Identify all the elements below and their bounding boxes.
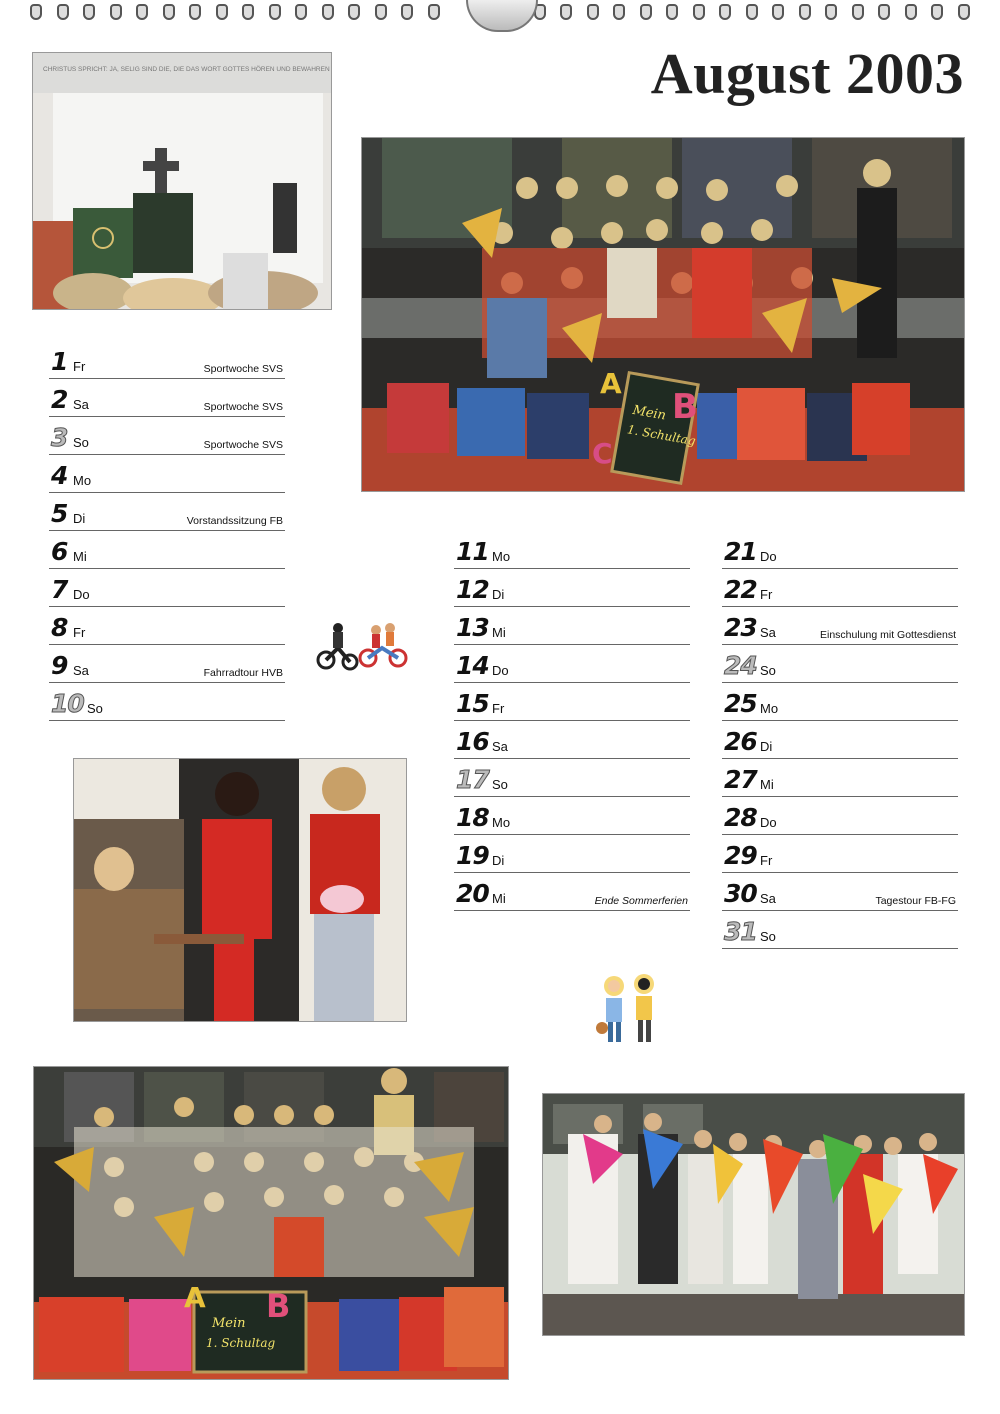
binding-ring xyxy=(905,4,917,20)
day-row xyxy=(454,721,690,759)
day-number: 18 xyxy=(456,803,489,832)
month-title: August 2003 xyxy=(650,41,964,106)
day-number: 29 xyxy=(724,841,757,870)
day-number: 16 xyxy=(456,727,489,756)
photo-church-service xyxy=(32,52,332,310)
day-number: 8 xyxy=(51,613,68,642)
day-row xyxy=(454,759,690,797)
calendar-column-1 xyxy=(49,341,285,721)
day-event: Tagestour FB-FG xyxy=(875,895,956,907)
day-number: 26 xyxy=(724,727,757,756)
binding-ring xyxy=(719,4,731,20)
chalkboard-bottom-line-2: 1. Schultag xyxy=(206,1336,276,1350)
day-row xyxy=(722,835,958,873)
day-weekday: Fr xyxy=(760,587,773,602)
hanger-hook xyxy=(466,0,538,32)
day-weekday: Sa xyxy=(492,739,508,754)
day-row xyxy=(49,531,285,569)
day-weekday: Fr xyxy=(492,701,505,716)
binding-ring xyxy=(640,4,652,20)
chalkboard-line-2: 1. Schultag xyxy=(626,422,697,449)
day-weekday: So xyxy=(760,929,776,944)
day-row xyxy=(454,873,690,911)
motorbike-clipart xyxy=(316,618,412,672)
day-number: 30 xyxy=(724,879,757,908)
photo-children-greeting xyxy=(73,758,407,1022)
day-number: 31 xyxy=(724,917,757,946)
binding-ring xyxy=(666,4,678,20)
day-row xyxy=(49,645,285,683)
calendar-column-2 xyxy=(454,531,690,911)
day-row xyxy=(454,645,690,683)
binding-ring xyxy=(852,4,864,20)
binding-ring xyxy=(958,4,970,20)
day-number: 28 xyxy=(724,803,757,832)
day-weekday: Do xyxy=(73,587,90,602)
binding-ring xyxy=(189,4,201,20)
day-row xyxy=(49,341,285,379)
day-weekday: Sa xyxy=(760,891,776,906)
binding-ring xyxy=(295,4,307,20)
day-event: Fahrradtour HVB xyxy=(203,667,283,679)
letter-a-bottom: A xyxy=(184,1281,206,1314)
day-weekday: So xyxy=(760,663,776,678)
binding-ring xyxy=(560,4,572,20)
day-event: Einschulung mit Gottesdienst xyxy=(820,629,956,641)
day-row xyxy=(49,493,285,531)
day-row xyxy=(49,379,285,417)
day-number: 2 xyxy=(51,385,68,414)
binding-ring xyxy=(163,4,175,20)
chalkboard-line-1: Mein xyxy=(631,402,668,424)
binding-ring xyxy=(428,4,440,20)
day-number: 23 xyxy=(724,613,757,642)
binding-ring xyxy=(746,4,758,20)
day-weekday: Mo xyxy=(492,549,511,564)
day-weekday: Fr xyxy=(73,359,86,374)
calendar-column-3 xyxy=(722,531,958,949)
day-row xyxy=(49,455,285,493)
day-weekday: Mi xyxy=(492,625,506,640)
day-number: 6 xyxy=(51,537,68,566)
day-number: 10 xyxy=(51,689,84,718)
day-weekday: Di xyxy=(492,853,505,868)
day-weekday: Fr xyxy=(73,625,86,640)
day-number: 19 xyxy=(456,841,489,870)
binding-ring xyxy=(269,4,281,20)
day-row xyxy=(722,645,958,683)
day-weekday: Di xyxy=(760,739,773,754)
binding-ring xyxy=(30,4,42,20)
letter-b-bottom: B xyxy=(266,1287,291,1325)
day-weekday: Di xyxy=(73,511,86,526)
day-weekday: Sa xyxy=(760,625,776,640)
binding-ring xyxy=(57,4,69,20)
day-row xyxy=(722,873,958,911)
binding-ring xyxy=(693,4,705,20)
binding-ring xyxy=(216,4,228,20)
binding-ring xyxy=(825,4,837,20)
day-number: 5 xyxy=(51,499,68,528)
day-row xyxy=(722,797,958,835)
day-weekday: Do xyxy=(760,549,777,564)
day-row xyxy=(722,721,958,759)
day-event: Ende Sommerferien xyxy=(594,895,688,907)
binding-ring xyxy=(931,4,943,20)
day-row xyxy=(454,683,690,721)
binding-ring xyxy=(110,4,122,20)
binding-ring xyxy=(348,4,360,20)
day-weekday: Mo xyxy=(760,701,779,716)
day-number: 15 xyxy=(456,689,489,718)
binding-ring xyxy=(136,4,148,20)
day-weekday: So xyxy=(87,701,103,716)
day-row xyxy=(722,531,958,569)
day-number: 14 xyxy=(456,651,489,680)
day-row xyxy=(454,835,690,873)
day-number: 13 xyxy=(456,613,489,642)
day-number: 25 xyxy=(724,689,757,718)
binding-ring xyxy=(322,4,334,20)
day-number: 7 xyxy=(51,575,68,604)
spiral-binding xyxy=(0,0,1000,30)
day-number: 4 xyxy=(51,461,68,490)
day-event: Sportwoche SVS xyxy=(203,401,283,413)
day-row xyxy=(722,607,958,645)
day-row xyxy=(49,569,285,607)
church-banner-text: CHRISTUS SPRICHT: JA, SELIG SIND DIE, DIE DAS WORT GOTTES HÖREN UND BEWAHREN xyxy=(43,66,330,73)
day-weekday: So xyxy=(492,777,508,792)
day-weekday: Mi xyxy=(73,549,87,564)
letter-c: C xyxy=(592,437,613,470)
binding-ring xyxy=(83,4,95,20)
day-row xyxy=(49,417,285,455)
chalkboard-bottom-line-1: Mein xyxy=(212,1316,246,1331)
binding-ring xyxy=(242,4,254,20)
binding-ring xyxy=(799,4,811,20)
day-weekday: Di xyxy=(492,587,505,602)
day-row xyxy=(722,569,958,607)
day-row xyxy=(49,683,285,721)
day-number: 9 xyxy=(51,651,68,680)
binding-ring xyxy=(772,4,784,20)
children-clipart xyxy=(594,968,666,1050)
binding-ring xyxy=(587,4,599,20)
day-number: 20 xyxy=(456,879,489,908)
binding-ring xyxy=(613,4,625,20)
day-row xyxy=(49,607,285,645)
day-number: 1 xyxy=(51,347,68,376)
day-weekday: Mo xyxy=(73,473,92,488)
day-number: 22 xyxy=(724,575,757,604)
day-weekday: Mi xyxy=(492,891,506,906)
day-weekday: Fr xyxy=(760,853,773,868)
day-row xyxy=(454,569,690,607)
day-number: 24 xyxy=(724,651,757,680)
day-weekday: So xyxy=(73,435,89,450)
photo-parents-group xyxy=(542,1093,965,1336)
day-event: Vorstandssitzung FB xyxy=(186,515,283,527)
day-row xyxy=(454,531,690,569)
letter-a: A xyxy=(600,367,622,400)
day-number: 3 xyxy=(51,423,68,452)
day-row xyxy=(454,797,690,835)
day-weekday: Sa xyxy=(73,397,89,412)
day-number: 27 xyxy=(724,765,757,794)
day-row xyxy=(722,759,958,797)
day-number: 21 xyxy=(724,537,757,566)
day-weekday: Mo xyxy=(492,815,511,830)
day-weekday: Mi xyxy=(760,777,774,792)
day-weekday: Do xyxy=(760,815,777,830)
day-event: Sportwoche SVS xyxy=(203,439,283,451)
day-number: 17 xyxy=(456,765,489,794)
photo-first-day-class-2 xyxy=(33,1066,509,1380)
binding-ring xyxy=(878,4,890,20)
day-event: Sportwoche SVS xyxy=(203,363,283,375)
binding-ring xyxy=(375,4,387,20)
day-weekday: Sa xyxy=(73,663,89,678)
day-row xyxy=(454,607,690,645)
day-row xyxy=(722,911,958,949)
binding-ring xyxy=(401,4,413,20)
day-row xyxy=(722,683,958,721)
day-number: 12 xyxy=(456,575,489,604)
day-number: 11 xyxy=(456,537,489,566)
photo-first-day-class-1 xyxy=(361,137,965,492)
day-weekday: Do xyxy=(492,663,509,678)
letter-b: B xyxy=(672,387,698,427)
